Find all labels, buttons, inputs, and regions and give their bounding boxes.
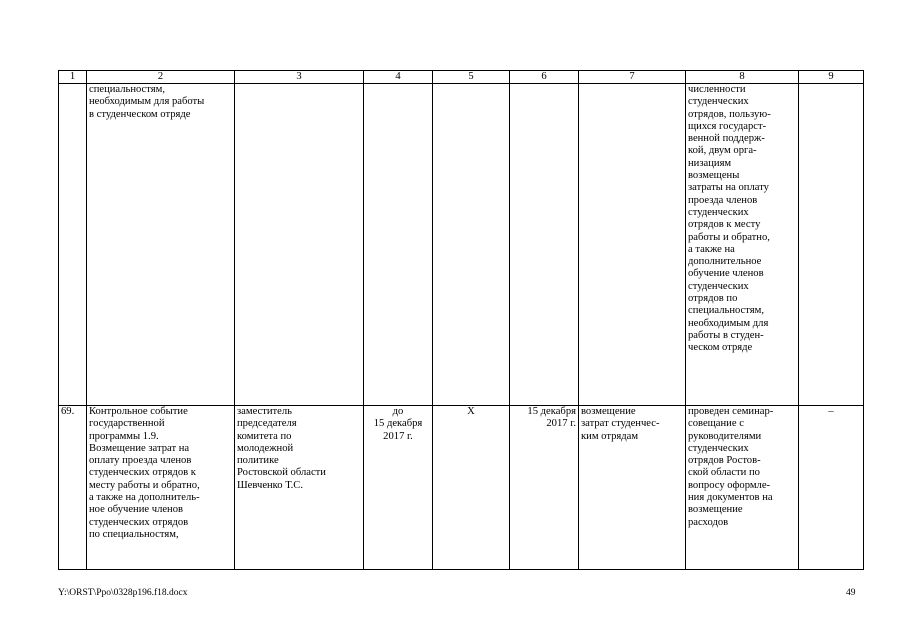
cell-col5: Х	[433, 406, 510, 570]
header-cell: 3	[235, 71, 364, 84]
header-cell: 5	[433, 71, 510, 84]
cell-responsible: заместитель председателя комитета по молодежной политике Ростовской области Шевченко Т.С.	[235, 406, 364, 570]
table-row-69	[59, 406, 864, 570]
footer-file-path: Y:\ORST\Ppo\0328p196.f18.docx	[58, 588, 188, 598]
header-cell: 2	[87, 71, 235, 84]
cell-info: проведен семинар- совещание с руководителями студенческих отрядов Ростов- ской области по вопросу оформле- ния документов на возмещение расходов	[686, 406, 799, 570]
cell-actual-date	[510, 84, 579, 406]
cell-actual-date: 15 декабря 2017 г.	[510, 406, 579, 570]
header-cell: 7	[579, 71, 686, 84]
cell-deadline: до 15 декабря 2017 г.	[364, 406, 433, 570]
footer-page-number: 49	[846, 588, 856, 598]
cell-result	[579, 84, 686, 406]
cell-number: 69.	[59, 406, 87, 570]
cell-info: численности студенческих отрядов, пользую- щихся государст- венной поддерж- кой, двум орга- низациям возмещены затраты на оплату проезда членов студенческих отрядов к месту работы и обратно, а также на дополнительное обучение членов студенческих отрядов по специальностям, необходимым для работы в студен- ческом отряде	[686, 84, 799, 406]
cell-event: Контрольное событие государственной программы 1.9. Возмещение затрат на оплату проезда членов студенческих отрядов к месту работы и обратно, а также на дополнитель- ное обучение членов студенческих отрядов по специальностям,	[87, 406, 235, 570]
header-cell: 4	[364, 71, 433, 84]
cell-event: специальностям, необходимым для работы в студенческом отряде	[87, 84, 235, 406]
cell-responsible	[235, 84, 364, 406]
cell-col9	[799, 84, 864, 406]
table-header-row	[59, 71, 864, 84]
document-table	[58, 70, 864, 570]
header-cell: 8	[686, 71, 799, 84]
cell-col9: –	[799, 406, 864, 570]
cell-col5	[433, 84, 510, 406]
header-cell: 6	[510, 71, 579, 84]
header-cell: 9	[799, 71, 864, 84]
header-cell: 1	[59, 71, 87, 84]
table-row-continued	[59, 84, 864, 406]
cell-result: возмещение затрат студенчес- ким отрядам	[579, 406, 686, 570]
cell-number	[59, 84, 87, 406]
cell-deadline	[364, 84, 433, 406]
